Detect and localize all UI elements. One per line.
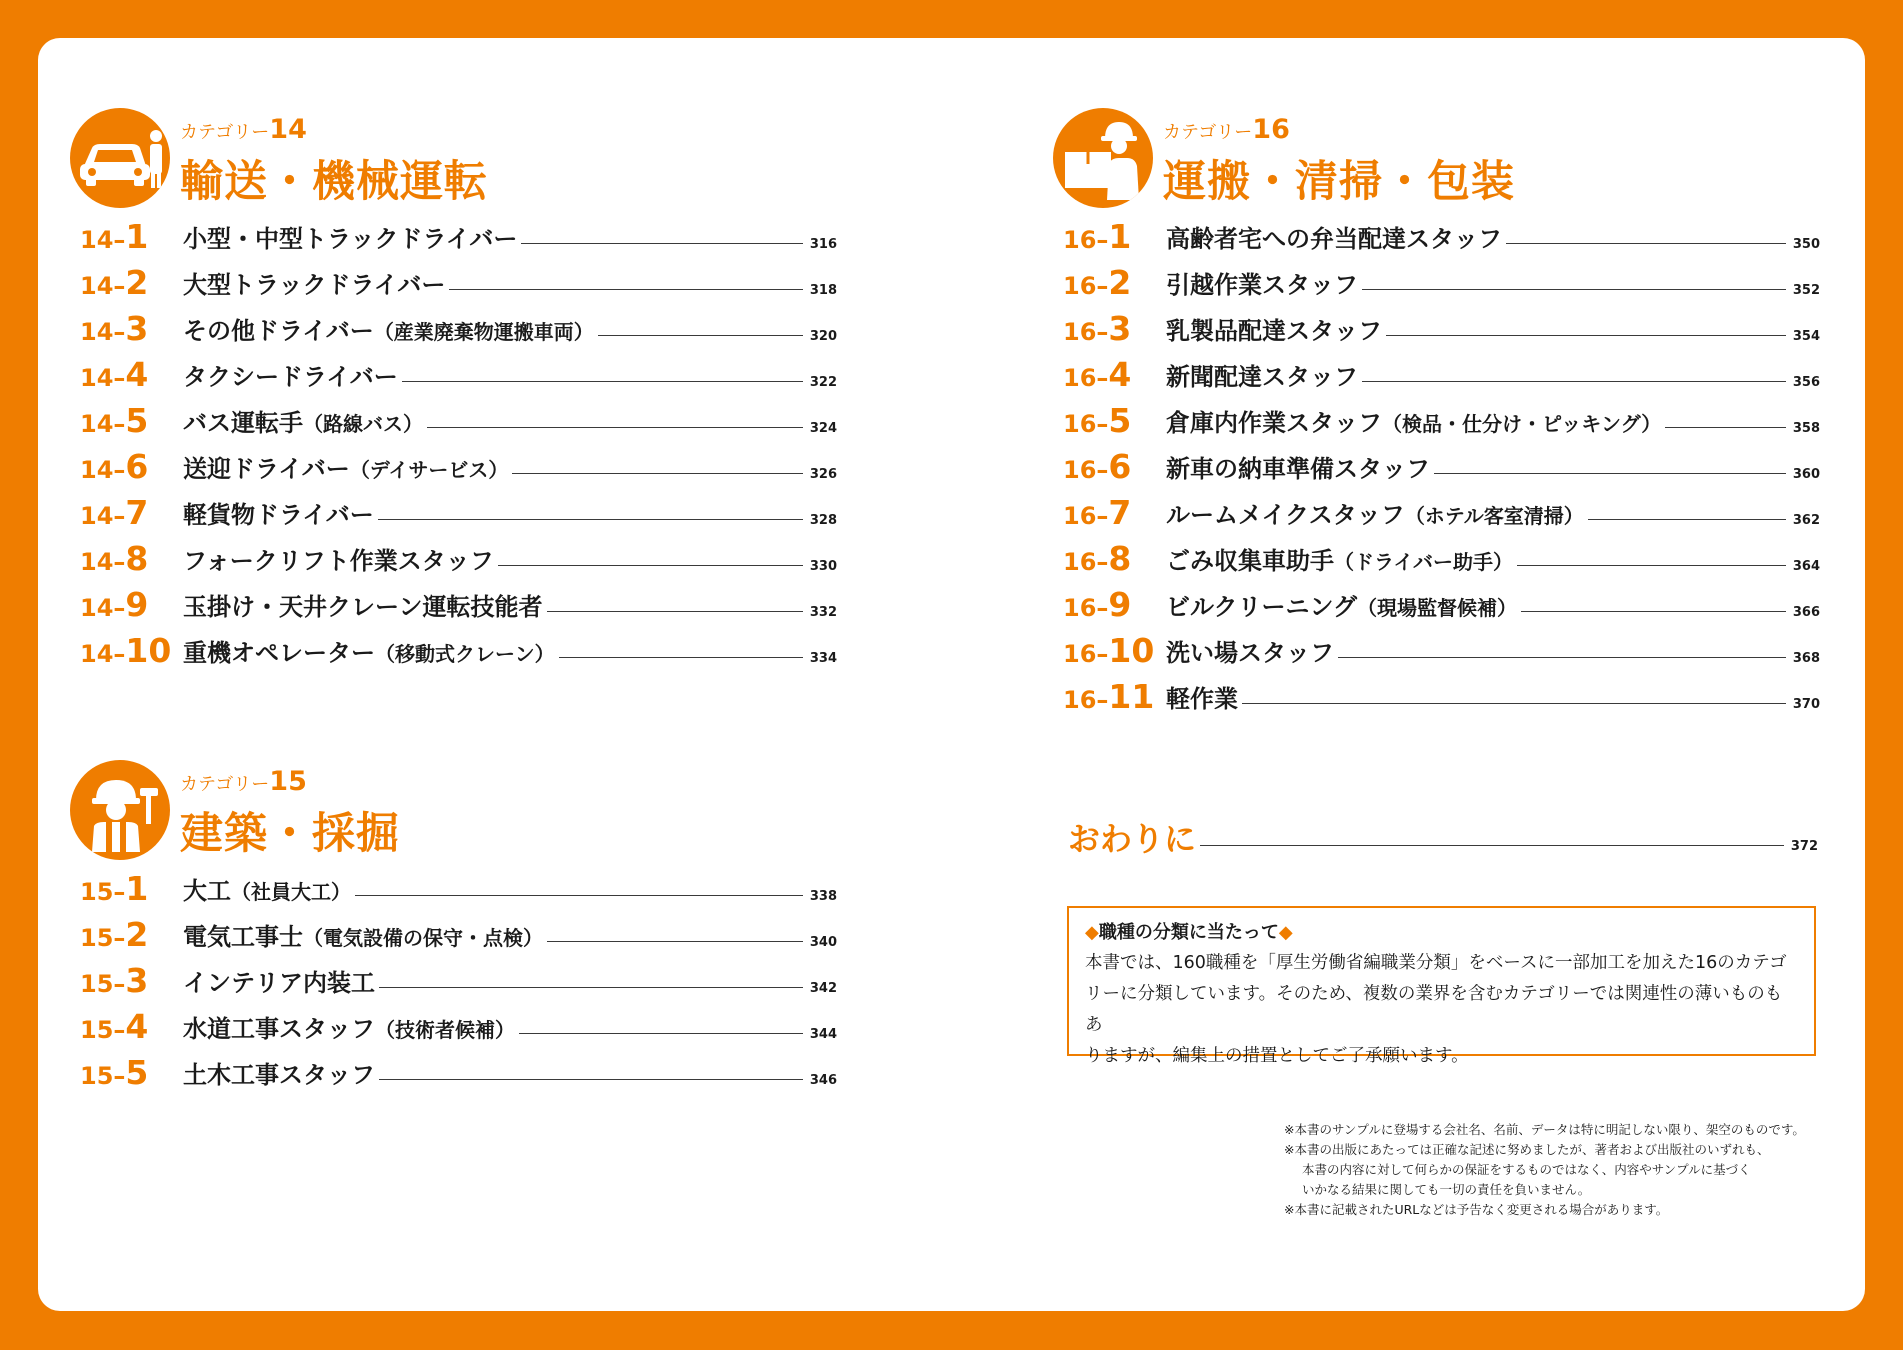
entry-title: ごみ収集車助手（ドライバー助手） [1166,541,1517,576]
entry-code: 16–9 [1063,585,1132,624]
entry-code: 16–6 [1063,447,1132,486]
entry-title: 大型トラックドライバー [183,265,449,300]
entry-code: 15–5 [80,1053,149,1092]
category-label: カテゴリー16 [1163,114,1290,145]
page-number: 322 [809,375,837,390]
category-label: カテゴリー14 [180,114,307,145]
entry-code: 14–7 [80,493,149,532]
entry-code: 14–9 [80,585,149,624]
toc-entry[interactable] [1063,263,1820,312]
note-title: ◆職種の分類に当たって◆ [1085,922,1293,943]
page-number: 316 [809,237,837,252]
entry-title: 乳製品配達スタッフ [1166,311,1386,346]
entry-code: 15–2 [80,915,149,954]
page-number: 332 [809,605,837,620]
entry-title: 高齢者宅への弁当配達スタッフ [1166,219,1506,254]
entry-title: 送迎ドライバー（デイサービス） [183,449,512,484]
entry-title: 引越作業スタッフ [1166,265,1362,300]
toc-entry[interactable] [80,961,837,1010]
toc-entry[interactable] [80,539,837,588]
entry-title: ビルクリーニング（現場監督候補） [1166,587,1521,622]
entry-title: 玉掛け・天井クレーン運転技能者 [183,587,547,622]
entry-code: 14–10 [80,631,172,670]
entry-code: 16–3 [1063,309,1132,348]
construction-worker-icon [70,760,170,860]
page-number: 342 [809,981,837,996]
toc-entry[interactable] [80,263,837,312]
entry-title: バス運転手（路線バス） [183,403,427,438]
toc-entry[interactable] [80,217,837,266]
toc-entry[interactable] [80,493,837,542]
toc-entry[interactable] [1063,539,1820,588]
disclaimer [1284,1120,1829,1220]
entry-code: 16–7 [1063,493,1132,532]
entry-code: 16–5 [1063,401,1132,440]
closing-title: おわりに [1068,814,1200,860]
entry-code: 15–4 [80,1007,149,1046]
page-number: 368 [1792,651,1820,666]
diamond-icon: ◆ [1085,922,1099,943]
page-number: 364 [1792,559,1820,574]
toc-entry[interactable] [1063,401,1820,450]
classification-note [1067,906,1816,1066]
category-14-header [70,108,490,218]
entry-title: フォークリフト作業スタッフ [183,541,498,576]
toc-entry[interactable] [1063,677,1820,726]
category-16-list [1063,217,1820,726]
disclaimer-line: ※本書に記載されたURLなどは予告なく変更される場合があります。 [1284,1202,1669,1217]
entry-title: 新車の納車準備スタッフ [1166,449,1434,484]
entry-title: 土木工事スタッフ [183,1055,379,1090]
entry-code: 16–8 [1063,539,1132,578]
leader-line [1178,845,1784,846]
entry-code: 14–6 [80,447,149,486]
toc-entry[interactable] [1063,585,1820,634]
toc-entry[interactable] [1063,355,1820,404]
entry-title: 新聞配達スタッフ [1166,357,1362,392]
entry-code: 15–3 [80,961,149,1000]
page-number: 324 [809,421,837,436]
entry-code: 16–10 [1063,631,1155,670]
toc-entry[interactable] [80,869,837,918]
page-number: 350 [1792,237,1820,252]
entry-code: 16–11 [1063,677,1155,716]
toc-entry[interactable] [1063,309,1820,358]
disclaimer-line: ※本書のサンプルに登場する会社名、名前、データは特に明記しない限り、架空のものです。 [1284,1122,1805,1137]
page-number: 360 [1792,467,1820,482]
entry-title: 重機オペレーター（移動式クレーン） [183,633,559,668]
box-carrier-icon [1053,108,1153,208]
toc-entry[interactable] [80,1053,837,1102]
page-number: 326 [809,467,837,482]
entry-title: 倉庫内作業スタッフ（検品・仕分け・ピッキング） [1166,403,1665,438]
leader-line [1203,703,1786,704]
entry-code: 14–1 [80,217,149,256]
disclaimer-line: 本書の内容に対して何らかの保証をするものではなく、内容やサンプルに基づく [1302,1162,1751,1177]
entry-code: 14–4 [80,355,149,394]
page-number: 320 [809,329,837,344]
category-15-list [80,869,837,1102]
page-number: 354 [1792,329,1820,344]
note-line: リーに分類しています。そのため、複数の業界を含むカテゴリーでは関連性の薄いものもあ [1085,984,1783,1035]
entry-code: 14–3 [80,309,149,348]
entry-title: 水道工事スタッフ（技術者候補） [183,1009,519,1044]
toc-entry[interactable] [80,915,837,964]
entry-code: 16–2 [1063,263,1132,302]
category-title: 運搬・清掃・包装 [1163,157,1515,207]
toc-entry[interactable] [80,1007,837,1056]
entry-code: 14–8 [80,539,149,578]
disclaimer-line: ※本書の出版にあたっては正確な記述に努めましたが、著者および出版社のいずれも、 [1284,1142,1770,1157]
entry-title: インテリア内装工 [183,963,379,998]
page-number: 372 [1790,839,1818,854]
entry-title: 軽貨物ドライバー [183,495,378,530]
category-16-header [1053,108,1553,218]
entry-title: タクシードライバー [183,357,402,392]
closing-entry[interactable] [1068,818,1818,868]
page-number: 362 [1792,513,1820,528]
toc-entry[interactable] [80,631,837,680]
entry-title: 小型・中型トラックドライバー [183,219,521,254]
entry-title: その他ドライバー（産業廃棄物運搬車両） [183,311,598,346]
entry-title: 洗い場スタッフ [1166,633,1338,668]
toc-entry[interactable] [1063,631,1820,680]
page-number: 328 [809,513,837,528]
page-number: 338 [809,889,837,904]
page-number: 358 [1792,421,1820,436]
note-line: りますが、編集上の措置としてご了承願います。 [1085,1046,1469,1066]
toc-entry[interactable] [80,447,837,496]
page-number: 370 [1792,697,1820,712]
page-number: 352 [1792,283,1820,298]
entry-code: 15–1 [80,869,149,908]
page-number: 334 [809,651,837,666]
note-body [1085,948,1798,1072]
page-number: 340 [809,935,837,950]
toc-entry[interactable] [80,585,837,634]
diamond-icon: ◆ [1278,922,1293,943]
entry-code: 16–1 [1063,217,1132,256]
entry-code: 14–2 [80,263,149,302]
toc-entry[interactable] [1063,447,1820,496]
entry-title: 軽作業 [1166,679,1242,714]
toc-entry[interactable] [80,355,837,404]
category-title: 建築・採掘 [180,809,400,859]
entry-code: 16–4 [1063,355,1132,394]
entry-title: 大工（社員大工） [183,871,355,906]
page-number: 344 [809,1027,837,1042]
entry-title: ルームメイクスタッフ（ホテル客室清掃） [1166,495,1588,530]
category-15-header [70,760,490,870]
entry-code: 14–5 [80,401,149,440]
disclaimer-line: いかなる結果に関しても一切の責任を負いません。 [1302,1182,1591,1197]
category-title: 輸送・機械運転 [180,157,488,207]
page-number: 356 [1792,375,1820,390]
page-number: 346 [809,1073,837,1088]
toc-entry[interactable] [80,401,837,450]
entry-title: 電気工事士（電気設備の保守・点検） [183,917,547,952]
toc-entry[interactable] [80,309,837,358]
page-number: 366 [1792,605,1820,620]
page-number: 330 [809,559,837,574]
note-line: 本書では、160職種を「厚生労働省編職業分類」をベースに一部加工を加えた16のカテゴ [1085,953,1787,973]
category-14-list [80,217,837,680]
toc-entry[interactable] [1063,493,1820,542]
category-label: カテゴリー15 [180,766,307,797]
toc-entry[interactable] [1063,217,1820,266]
car-driver-icon [70,108,170,208]
page-number: 318 [809,283,837,298]
